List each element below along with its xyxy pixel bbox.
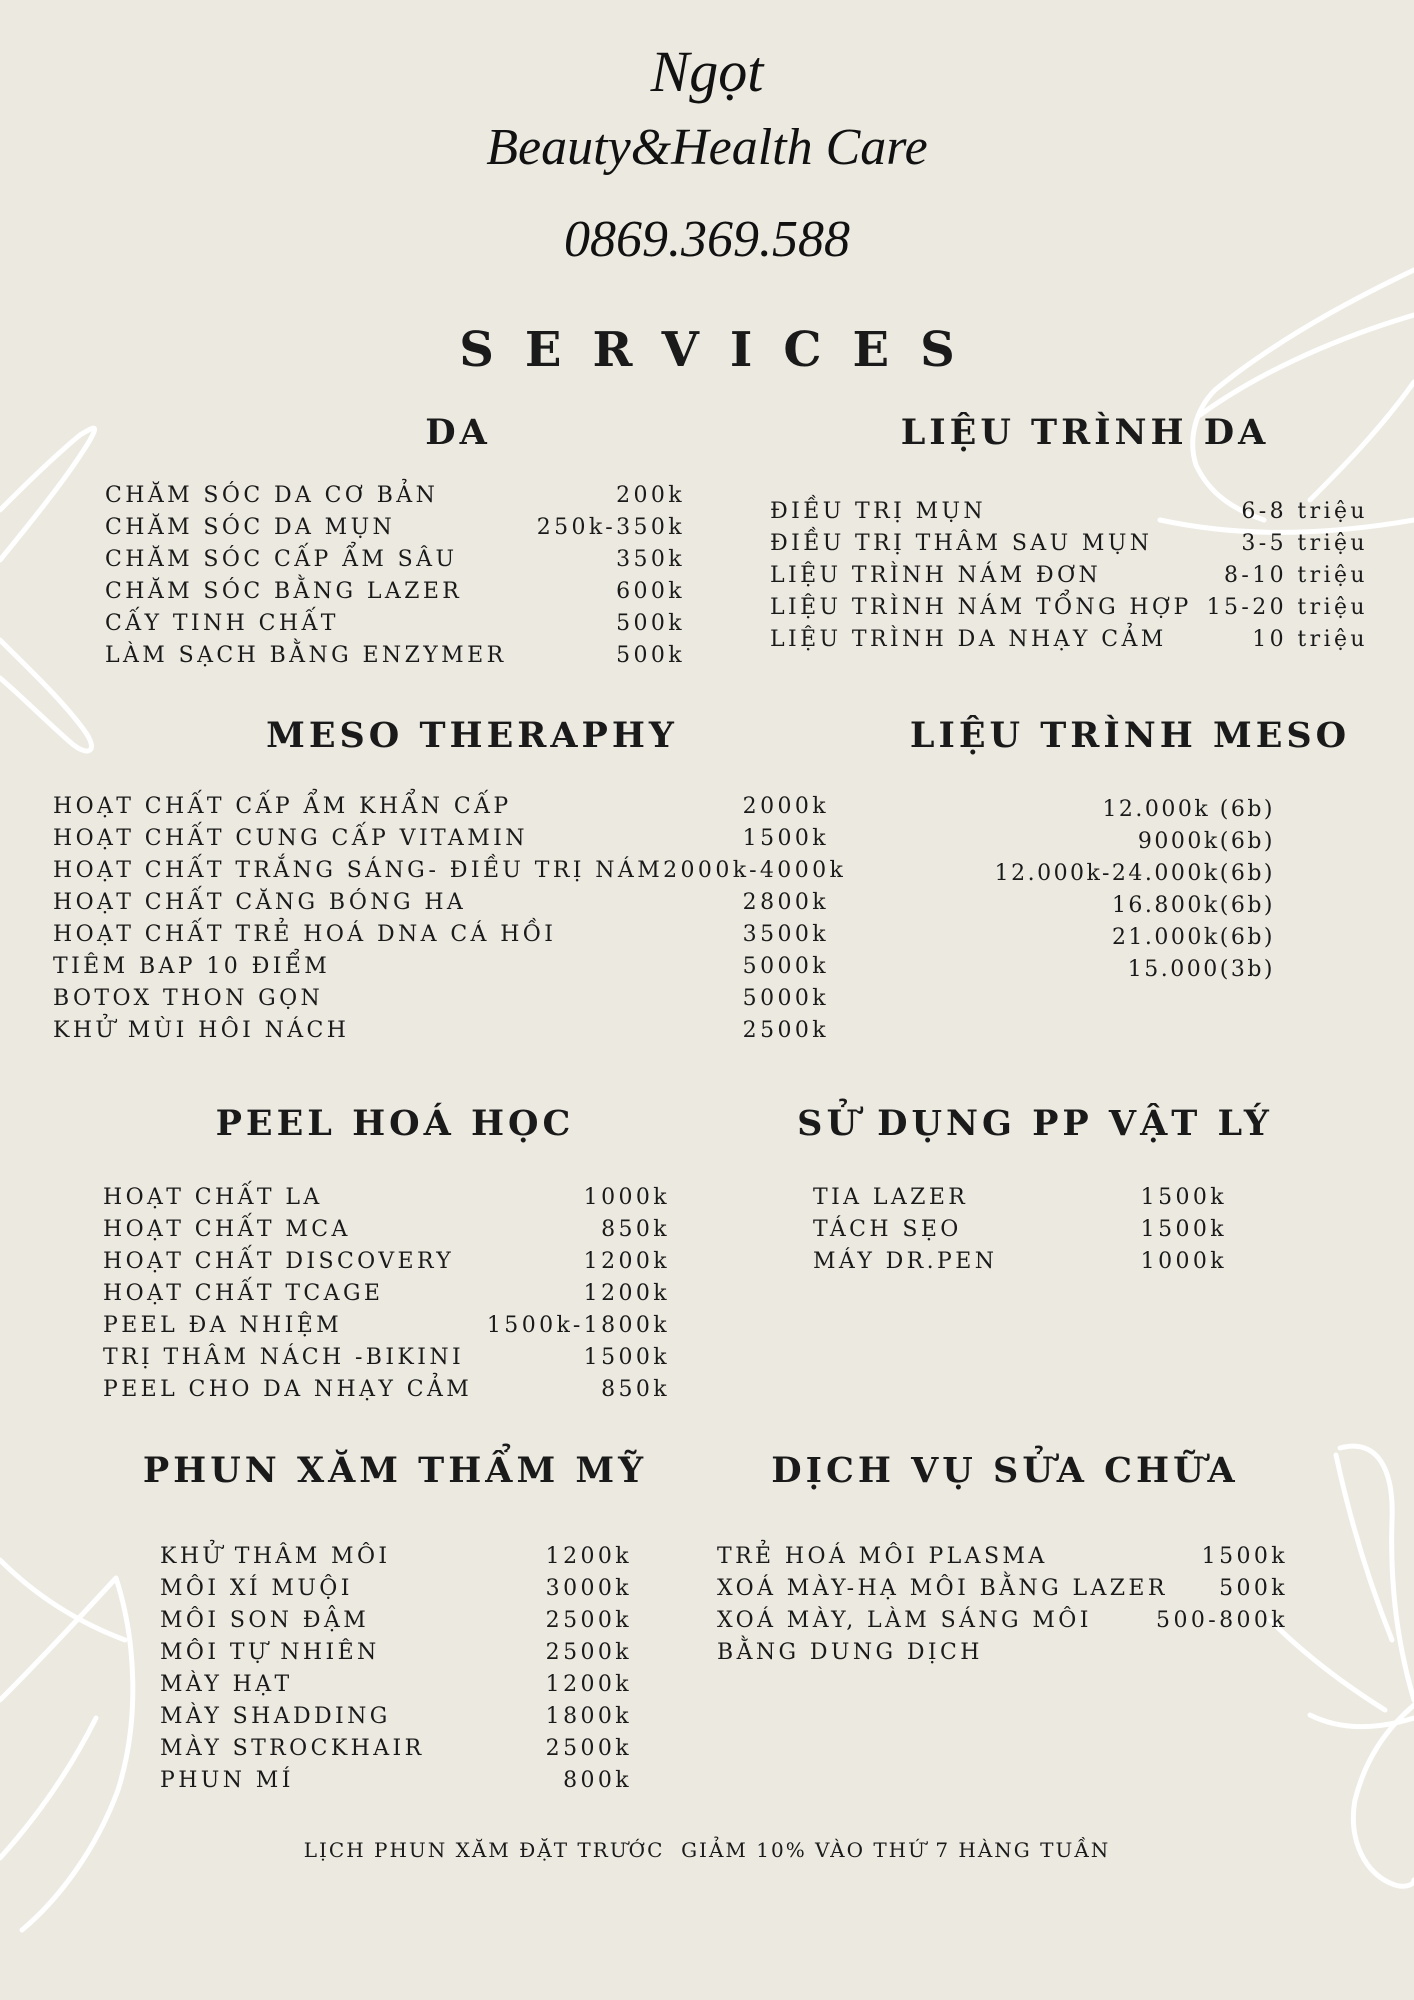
section-title-lieu-trinh-meso: LIỆU TRÌNH MESO: [909, 715, 1351, 756]
service-row: [160, 1669, 632, 1701]
peel-price-list: [103, 1182, 670, 1406]
service-price: 2000k-4000k: [663, 858, 847, 883]
service-name: HOẠT CHẤT DISCOVERY: [103, 1249, 455, 1274]
service-name: HOẠT CHẤT TRẺ HOÁ DNA CÁ HỒI: [53, 922, 557, 947]
service-row: [105, 480, 685, 512]
service-name: MÀY HẠT: [160, 1672, 293, 1697]
service-price: 15-20 triệu: [1206, 595, 1368, 620]
service-name: CHĂM SÓC BẰNG LAZER: [105, 579, 463, 604]
service-name: MÁY DR.PEN: [813, 1249, 998, 1274]
service-price: 200k: [616, 483, 685, 508]
service-name: HOẠT CHẤT TCAGE: [103, 1281, 384, 1306]
service-row: [770, 496, 1368, 528]
meso-price: 12.000k-24.000k(6b): [994, 861, 1275, 886]
service-row: [53, 919, 829, 951]
service-price: 2500k: [742, 1018, 829, 1043]
section-title-lieu-trinh-da: LIỆU TRÌNH DA: [900, 412, 1270, 453]
meso-price: 9000k(6b): [1137, 829, 1275, 854]
service-name: TRẺ HOÁ MÔI PLASMA: [717, 1544, 1048, 1569]
service-price: 1200k: [583, 1281, 670, 1306]
meso-price-list: [53, 791, 847, 1047]
service-price: 10 triệu: [1252, 627, 1368, 652]
service-row: [53, 791, 829, 823]
service-row: [105, 512, 685, 544]
service-price: 3-5 triệu: [1241, 531, 1368, 556]
service-price: 2500k: [545, 1608, 632, 1633]
service-row: [53, 855, 847, 887]
service-price: 850k: [601, 1217, 670, 1242]
service-name: MÀY STROCKHAIR: [160, 1736, 425, 1761]
service-row: [160, 1733, 632, 1765]
service-price: 1500k-1800k: [486, 1313, 670, 1338]
service-price: 1500k: [1201, 1544, 1288, 1569]
service-name: HOẠT CHẤT LA: [103, 1185, 323, 1210]
service-price: 500k: [616, 611, 685, 636]
meso-price: 21.000k(6b): [1111, 925, 1275, 950]
section-title-da: DA: [425, 412, 491, 453]
service-name: PEEL CHO DA NHẠY CẢM: [103, 1377, 473, 1402]
service-row: [717, 1637, 1288, 1669]
brand-phone: 0869.369.588: [564, 211, 850, 268]
section-title-vat-ly: SỬ DỤNG PP VẬT LÝ: [797, 1103, 1273, 1144]
service-price: 1000k: [1140, 1249, 1227, 1274]
service-price: 800k: [563, 1768, 632, 1793]
service-name: HOẠT CHẤT MCA: [103, 1217, 351, 1242]
service-price: 600k: [616, 579, 685, 604]
service-name: HOẠT CHẤT CẤP ẨM KHẨN CẤP: [53, 794, 512, 819]
lieu-trinh-da-price-list: [770, 496, 1368, 656]
section-title-peel: PEEL HOÁ HỌC: [215, 1103, 575, 1144]
service-row: [105, 576, 685, 608]
service-row: [160, 1605, 632, 1637]
service-name: HOẠT CHẤT CĂNG BÓNG HA: [53, 890, 467, 915]
service-name: LÀM SẠCH BẰNG ENZYMER: [105, 643, 507, 668]
page-title: SERVICES: [459, 322, 986, 378]
service-row: [103, 1374, 670, 1406]
service-name: KHỬ MÙI HÔI NÁCH: [53, 1018, 350, 1043]
service-name: LIỆU TRÌNH DA NHẠY CẢM: [770, 627, 1167, 652]
service-row: [770, 592, 1368, 624]
service-price: 1200k: [545, 1544, 632, 1569]
service-row: [105, 544, 685, 576]
service-row: [717, 1573, 1288, 1605]
service-price: 5000k: [742, 986, 829, 1011]
service-price: 6-8 triệu: [1241, 499, 1368, 524]
service-name: PHUN MÍ: [160, 1768, 294, 1793]
lieu-trinh-meso-price-list: [960, 794, 1275, 986]
service-price: 2800k: [742, 890, 829, 915]
service-name: ĐIỀU TRỊ MỤN: [770, 499, 987, 524]
service-name: XOÁ MÀY-HẠ MÔI BẰNG LAZER: [717, 1576, 1168, 1601]
service-price: 3000k: [545, 1576, 632, 1601]
service-row: [717, 1541, 1288, 1573]
meso-price: 16.800k(6b): [1111, 893, 1275, 918]
service-price: 500-800k: [1156, 1608, 1288, 1633]
section-title-sua-chua: DỊCH VỤ SỬA CHỮA: [771, 1450, 1239, 1491]
section-title-phun-xam: PHUN XĂM THẨM MỸ: [142, 1450, 648, 1491]
service-name: BOTOX THON GỌN: [53, 986, 324, 1011]
service-name: KHỬ THÂM MÔI: [160, 1544, 391, 1569]
service-price: 1800k: [545, 1704, 632, 1729]
service-row: [770, 528, 1368, 560]
service-row: [103, 1310, 670, 1342]
service-name: HOẠT CHẤT CUNG CẤP VITAMIN: [53, 826, 528, 851]
service-name: MÀY SHADDING: [160, 1704, 391, 1729]
service-price: 1500k: [583, 1345, 670, 1370]
service-row: [160, 1541, 632, 1573]
service-price: 2500k: [545, 1640, 632, 1665]
service-price: 2000k: [742, 794, 829, 819]
service-row: [53, 887, 829, 919]
service-name: MÔI TỰ NHIÊN: [160, 1640, 380, 1665]
vat-ly-price-list: [813, 1182, 1227, 1278]
service-row: [53, 983, 829, 1015]
service-row: [813, 1246, 1227, 1278]
service-row: [103, 1342, 670, 1374]
service-name: LIỆU TRÌNH NÁM TỔNG HỢP: [770, 595, 1192, 620]
service-name: CHĂM SÓC DA MỤN: [105, 515, 396, 540]
meso-price: 15.000(3b): [1127, 957, 1275, 982]
service-price: 3500k: [742, 922, 829, 947]
service-name: ĐIỀU TRỊ THÂM SAU MỤN: [770, 531, 1153, 556]
service-row: [103, 1278, 670, 1310]
service-name: HOẠT CHẤT TRẮNG SÁNG- ĐIỀU TRỊ NÁM: [53, 858, 664, 883]
service-price: 350k: [616, 547, 685, 572]
service-price: 1500k: [1140, 1217, 1227, 1242]
service-name: MÔI XÍ MUỘI: [160, 1576, 353, 1601]
brand-name: Ngọt: [650, 39, 764, 104]
service-price: 1500k: [742, 826, 829, 851]
service-price: 500k: [616, 643, 685, 668]
service-price: 1500k: [1140, 1185, 1227, 1210]
service-name: BẰNG DUNG DỊCH: [717, 1640, 983, 1665]
service-row: [813, 1214, 1227, 1246]
meso-price: 12.000k (6b): [1102, 797, 1275, 822]
service-name: TRỊ THÂM NÁCH -BIKINI: [103, 1345, 465, 1370]
service-name: PEEL ĐA NHIỆM: [103, 1313, 343, 1338]
service-row: [160, 1765, 632, 1797]
service-price: 2500k: [545, 1736, 632, 1761]
service-row: [770, 560, 1368, 592]
service-row: [160, 1637, 632, 1669]
service-name: CẤY TINH CHẤT: [105, 611, 339, 636]
service-price: 8-10 triệu: [1224, 563, 1368, 588]
service-row: [103, 1246, 670, 1278]
service-row: [160, 1701, 632, 1733]
service-row: [105, 640, 685, 672]
sua-chua-price-list: [717, 1541, 1288, 1669]
service-row: [103, 1182, 670, 1214]
brand-tagline: Beauty&Health Care: [486, 119, 928, 176]
phun-xam-price-list: [160, 1541, 632, 1797]
service-name: CHĂM SÓC CẤP ẨM SÂU: [105, 547, 458, 572]
service-name: TÁCH SẸO: [813, 1217, 962, 1242]
service-price: 1200k: [583, 1249, 670, 1274]
section-title-meso: MESO THERAPHY: [266, 715, 678, 756]
service-price: 1200k: [545, 1672, 632, 1697]
service-row: [813, 1182, 1227, 1214]
service-row: [53, 823, 829, 855]
service-row: [770, 624, 1368, 656]
service-name: LIỆU TRÌNH NÁM ĐƠN: [770, 563, 1102, 588]
service-name: XOÁ MÀY, LÀM SÁNG MÔI: [717, 1608, 1092, 1633]
service-name: TIA LAZER: [813, 1185, 969, 1210]
service-row: [53, 1015, 829, 1047]
service-row: [160, 1573, 632, 1605]
service-row: [105, 608, 685, 640]
service-name: CHĂM SÓC DA CƠ BẢN: [105, 483, 439, 508]
service-price: 1000k: [583, 1185, 670, 1210]
service-name: MÔI SON ĐẬM: [160, 1608, 370, 1633]
footer-note: LỊCH PHUN XĂM ĐẶT TRƯỚC GIẢM 10% VÀO THỨ 7 HÀNG TUẦN: [303, 1838, 1111, 1862]
service-row: [717, 1605, 1288, 1637]
service-price: 850k: [601, 1377, 670, 1402]
service-price: 5000k: [742, 954, 829, 979]
service-row: [53, 951, 829, 983]
service-price: 500k: [1219, 1576, 1288, 1601]
service-price: 250k-350k: [536, 515, 685, 540]
service-row: [103, 1214, 670, 1246]
da-price-list: [105, 480, 685, 672]
service-name: TIÊM BAP 10 ĐIỂM: [53, 954, 331, 979]
